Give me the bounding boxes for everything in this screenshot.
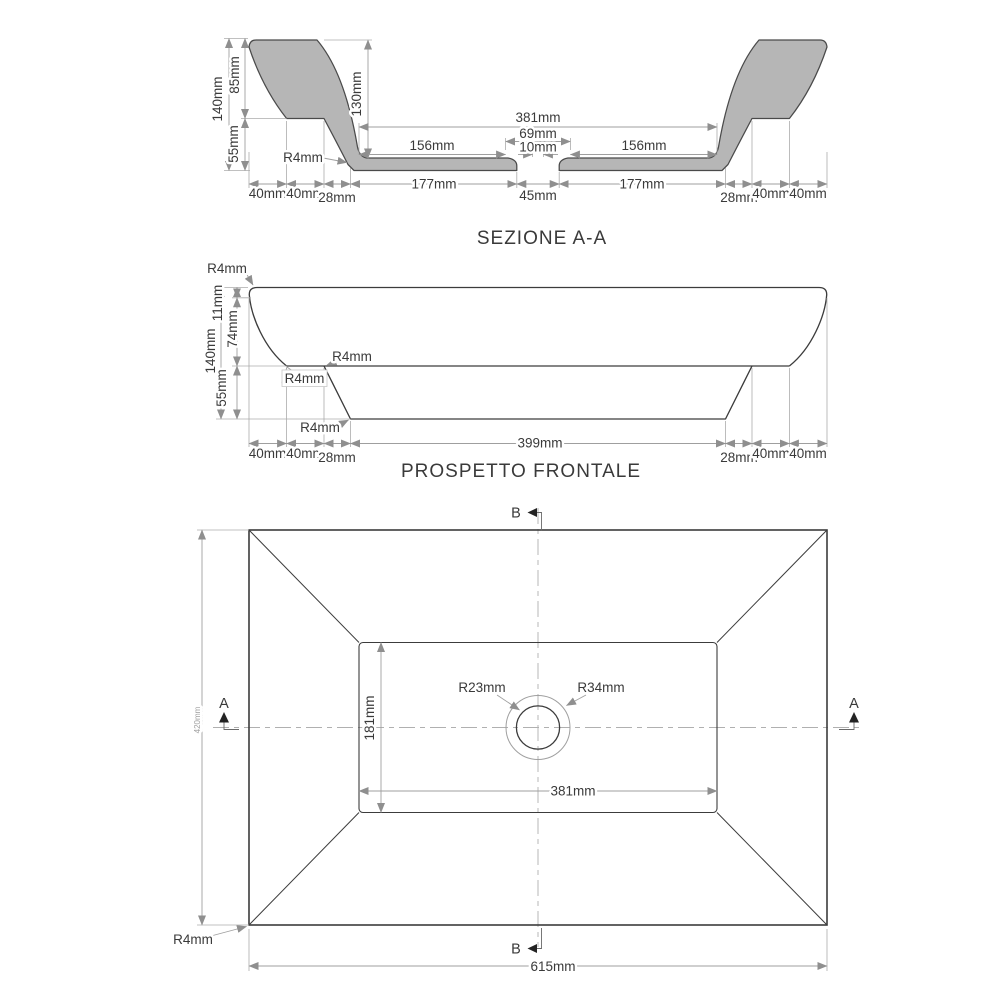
section-edge-r3-label: 28mm	[720, 190, 758, 205]
section-title: SEZIONE A-A	[476, 228, 608, 249]
front-edge-r2-label: 40mm	[752, 446, 790, 461]
front-title: PROSPETTO FRONTALE	[400, 461, 642, 482]
section-height-total-label: 140mm	[210, 76, 225, 122]
plan-basin-depth-label: 181mm	[362, 695, 377, 741]
front-radius-bottom-label: R4mm	[300, 420, 340, 435]
plan-cut-b-top-label: B	[511, 505, 521, 522]
front-radius-mid-upper-label: R4mm	[332, 349, 372, 364]
plan-overall-width-label: 615mm	[530, 959, 576, 974]
section-radius-label: R4mm	[283, 150, 323, 165]
section-drain-inner-label: 10mm	[519, 139, 557, 155]
section-height-lower-label: 55mm	[226, 125, 241, 163]
front-base-width-label: 399mm	[517, 435, 563, 451]
section-depth-inner-label: 130mm	[349, 71, 364, 117]
section-bottom-left-label: 177mm	[411, 176, 457, 192]
section-floor-left-label: 156mm	[409, 138, 455, 153]
plan-cut-a-left-label: A	[219, 696, 229, 712]
plan-drain-inner-radius-label: R23mm	[458, 680, 506, 695]
front-edge-l3-label: 28mm	[318, 450, 356, 465]
front-edge-r3-label: 28mm	[720, 450, 758, 465]
section-drain-gap-label: 45mm	[519, 188, 557, 203]
section-bottom-right-label: 177mm	[619, 176, 665, 192]
front-height-upper-label: 74mm	[225, 310, 240, 348]
front-height-total-label: 140mm	[203, 328, 218, 374]
plan-cut-b-bottom-label: B	[511, 941, 521, 958]
section-height-upper-label: 85mm	[227, 56, 242, 94]
plan-basin-width-label: 381mm	[550, 783, 596, 799]
plan-drain-outer-radius-label: R34mm	[577, 680, 625, 695]
front-height-rim-label: 11mm	[210, 284, 225, 322]
front-edge-l2-label: 40mm	[286, 446, 324, 461]
plan-cut-a-right-label: A	[849, 696, 859, 712]
section-edge-r1-label: 40mm	[789, 186, 827, 201]
section-edge-l3-label: 28mm	[318, 190, 356, 205]
front-radius-top-label: R4mm	[207, 261, 247, 276]
section-drain-outer-label: 69mm	[519, 126, 557, 141]
section-edge-l2-label: 40mm	[286, 186, 324, 201]
front-height-lower-label: 55mm	[214, 369, 229, 407]
front-radius-boxed-callout	[282, 367, 327, 387]
front-edge-r1-label: 40mm	[789, 446, 827, 461]
front-edge-l1-label: 40mm	[248, 446, 287, 461]
front-radius-mid-boxed-label: R4mm	[284, 371, 325, 386]
plan-overall-depth-label: 420mm	[193, 706, 202, 734]
section-edge-l1-label: 40mm	[248, 186, 287, 201]
plan-corner-radius-label: R4mm	[173, 932, 213, 947]
section-edge-r2-label: 40mm	[752, 186, 790, 201]
section-width-inner-label: 381mm	[515, 110, 561, 125]
section-floor-right-label: 156mm	[621, 138, 667, 153]
